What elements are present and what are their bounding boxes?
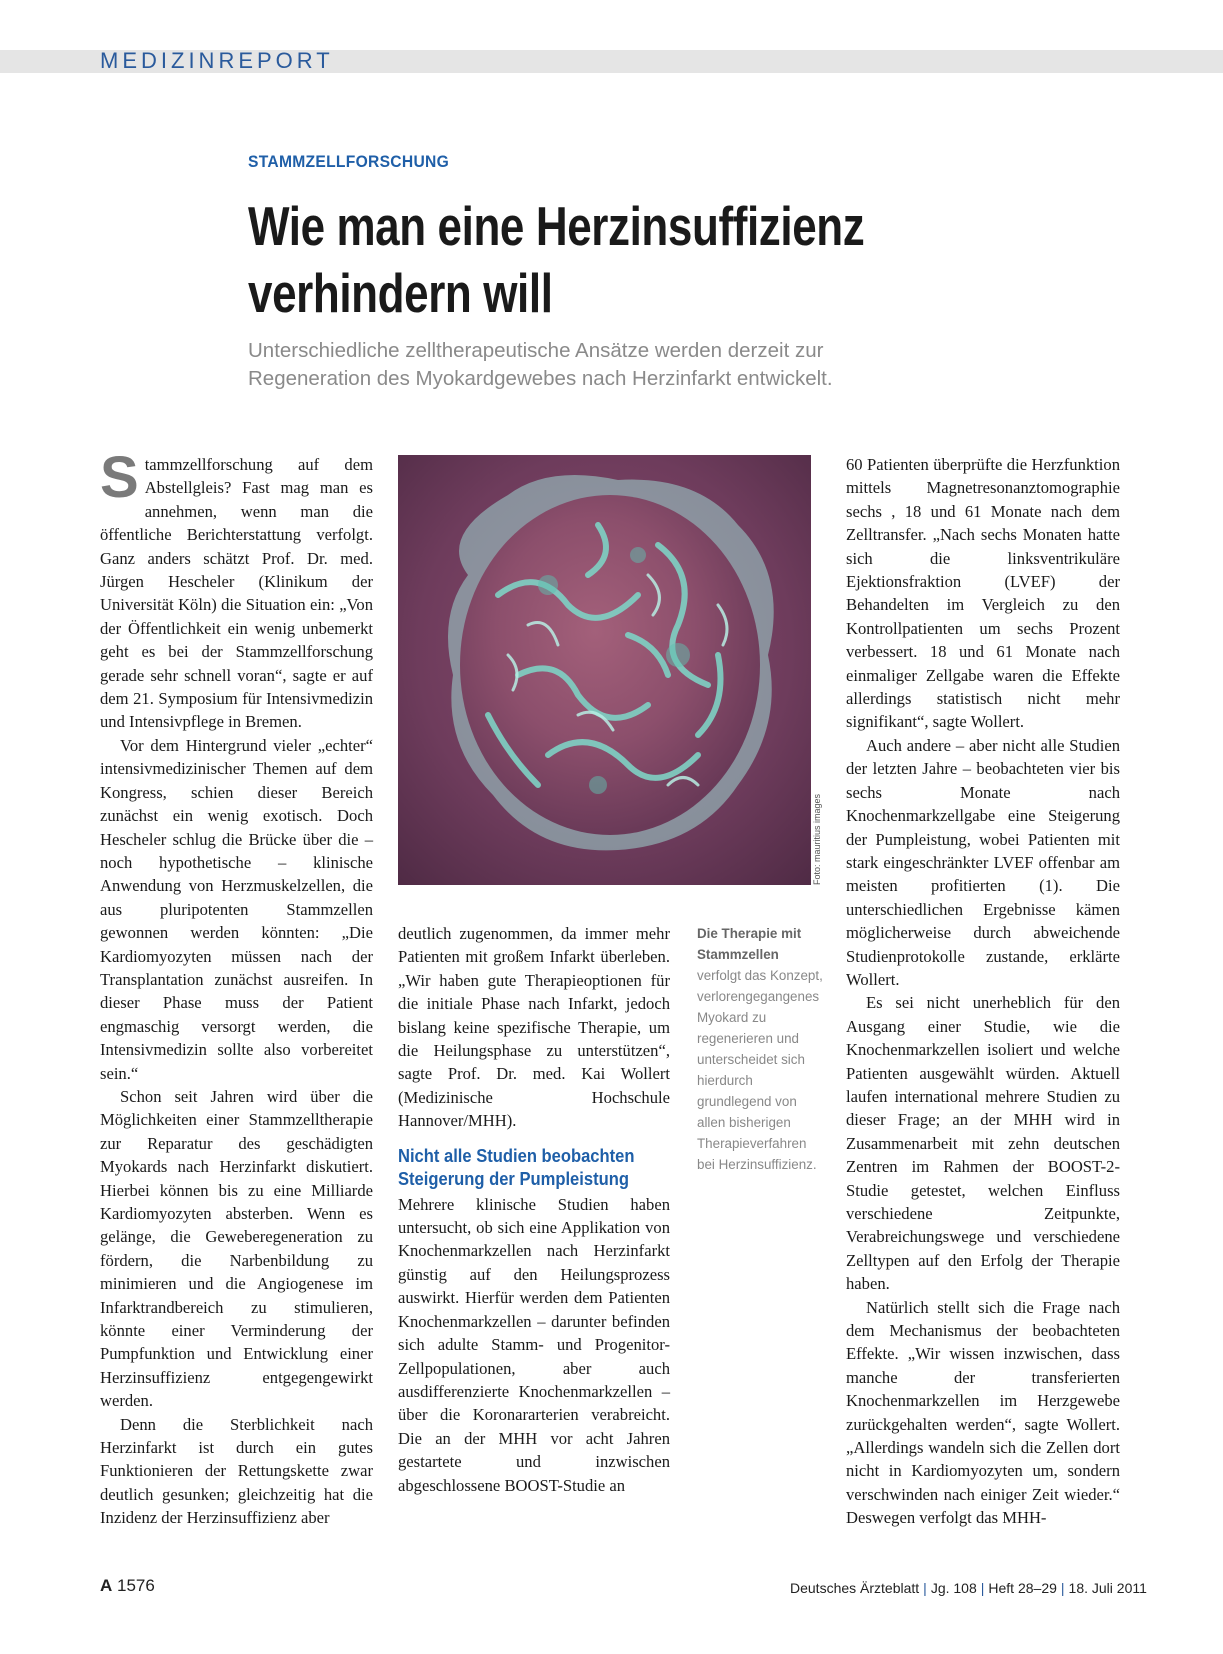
caption-text: verfolgt das Konzept, verlorengegangenes Myokard zu regenerieren und unterscheidet sich hierdurch grundlegend von allen bisherigen Therapieverfahren bei Herzinsuffizienz. [697,968,823,1172]
drop-cap: S [100,445,139,510]
paragraph [100,445,373,734]
paragraph: Natürlich stellt sich die Frage nach dem Mechanismus der beobachteten Effekte. „Wir wissen inzwischen, dass manche der transferierten Knochenmarkzellen im Herzgewebe zurückgehalten werden“, sagte Wollert. „Allerdings wandeln sich die Zellen dort nicht in Kardiomyozyten um, sondern verschwinden nach einiger Zeit wieder.“ Deswegen verfolgt das MHH- [846,1297,1120,1528]
publication-info [790,1580,1147,1596]
subheading-line-1: Nicht alle Studien beobachten [398,1145,635,1166]
paragraph: Mehrere klinische Studien haben untersucht, ob sich eine Applikation von Knochenmarkzellen nach Herzinfarkt günstig auf den Heilungsprozess auswirkt. Hierfür werden dem Patienten Knochenmarkzellen – darunter befinden sich adulte Stamm- und Progenitor-Zellpopulationen, aber auch ausdifferenzierte Knochenmarkzellen – über die Koronararterien verabreicht. Die an der MHH vor acht Jahren gestartete und inzwischen abgeschlossene BOOST-Studie an [398,1194,670,1495]
journal-issue: Heft 28–29 [988,1580,1057,1596]
text-column-2 [398,922,670,1497]
photo-credit: Foto: mauritius images [812,793,822,885]
stem-cell-image [398,455,811,885]
separator: | [1060,1580,1065,1596]
paragraph: Auch andere – aber nicht alle Studien der letzten Jahre – beobachteten vier bis sechs Monate nach Knochenmarkzellgabe eine Steigerung der Pumpleistung, wobei Patienten mit stark eingeschränkter LVEF offenbar am meisten profitierten (1). Die unterschiedlichen Ergebnisse kämen möglicherweise durch abweichende Studienprotokolle zustande, erklärte Wollert. [846,735,1120,989]
caption-lead: Die Therapie mit Stammzellen [697,926,802,962]
stem-cell-photo [398,455,811,885]
separator: | [923,1580,927,1596]
page-number [100,1576,155,1596]
paragraph-text: tammzellforschung auf dem Abstellgleis? Fast mag man es annehmen, wenn man die öffentliche Berichterstattung verfolgt. Ganz anders schätzt Prof. Dr. med. Jürgen Hescheler (Klinikum der Universität Köln) die Situation ein: „Von der Öffentlichkeit ein wenig unbemerkt geht es bei der Stammzellforschung gerade sehr schnell voran“, sagte er auf dem 21. Symposium für Intensivmedizin und Intensivpflege in Bremen. [100,455,373,732]
subsection [398,1145,670,1497]
article-headline [248,193,968,327]
standfirst-line-1: Unterschiedliche zelltherapeutische Ansätze werden derzeit zur [248,339,824,362]
paragraph: deutlich zugenommen, da immer mehr Patienten mit großem Infarkt überleben. „Wir haben gute Therapieoptionen für die initiale Phase nach Infarkt, jedoch bislang keine spezifische Therapie, um die Heilungsphase zu unterstützen“, sagte Prof. Dr. med. Kai Wollert (Medizinische Hochschule Hannover/MHH). [398,924,670,1131]
paragraph: Schon seit Jahren wird über die Möglichkeiten einer Stammzelltherapie zur Reparatur des geschädigten Myokards nach Herzinfarkt diskutiert. Hierbei können bis zu eine Milliarde Kardiomyozyten absterben. Wenn es gelänge, die Geweberegeneration zu fördern, die Narbenbildung zu minimieren und die Angiogenese im Infarktrandbereich zu stimulieren, könnte einer Verminderung der Pumpfunktion und Entwicklung einer Herzinsuffizienz entgegengewirkt werden. [100,1086,373,1411]
journal-date: 18. Juli 2011 [1068,1580,1147,1596]
article-kicker: STAMMZELLFORSCHUNG [248,152,450,171]
section-label: MEDIZINREPORT [100,48,334,73]
paragraph: Denn die Sterblichkeit nach Herzinfarkt ist durch ein gutes Funktionieren der Rettungskette zwar deutlich gesunken; gleichzeitig hat die Inzidenz der Herzinsuffizienz aber [100,1414,373,1528]
text-column-3 [846,453,1120,1530]
journal-volume: Jg. 108 [930,1580,977,1596]
page-number-value: 1576 [117,1576,155,1595]
separator: | [980,1580,985,1596]
standfirst-line-2: Regeneration des Myokardgewebes nach Herzinfarkt entwickelt. [248,367,833,390]
journal-name: Deutsches Ärzteblatt [790,1580,920,1596]
paragraph: 60 Patienten überprüfte die Herzfunktion mittels Magnetresonanztomographie sechs , 18 und 61 Monate nach dem Zelltransfer. „Nach sechs Monaten hatte sich die linksventrikuläre Ejektionsfraktion (LVEF) der Behandelten im Vergleich zu den Kontrollpatienten um sechs Prozent verbessert. 18 und 61 Monate nach einmaliger Zellgabe waren die Effekte allerdings statistisch nicht mehr signifikant“, sagte Wollert. [846,455,1120,732]
headline-line-2: verhindern will [248,262,553,324]
text-column-1 [100,445,373,1530]
subheading [398,1145,674,1191]
subheading-line-2: Steigerung der Pumpleistung [398,1168,629,1189]
article-standfirst [248,337,968,393]
paragraph: Vor dem Hintergrund vieler „echter“ intensivmedizinischer Themen auf dem Kongress, schien dieser Bereich zunächst ein wenig exotisch. Doch Hescheler schlug die Brücke über die – noch hypothetische – klinische Anwendung von Herzmuskelzellen, die aus pluripotenten Stammzellen gewonnen werden könnten: „Die Kardiomyozyten müssen nach der Transplantation zunächst ausreifen. In dieser Phase muss der Patient engmaschig versorgt werden, die Intensivmedizin sollte also vorbereitet sein.“ [100,735,373,1083]
headline-line-1: Wie man eine Herzinsuffizienz [248,195,865,257]
paragraph: Es sei nicht unerheblich für den Ausgang einer Studie, wie die Knochenmarkzellen isoliert und welche Patienten ausgewählt würden. Aktuell laufen international mehrere Studien zu dieser Frage; an der MHH wird in Zusammenarbeit mit zehn deutschen Zentren im Rahmen der BOOST-2-Studie getestet, welchen Einfluss verschiedene Zeitpunkte, Verabreichungswege und verschiedene Zelltypen auf den Erfolg der Therapie haben. [846,993,1120,1294]
page-prefix: A [100,1576,113,1595]
photo-caption [697,923,825,1175]
